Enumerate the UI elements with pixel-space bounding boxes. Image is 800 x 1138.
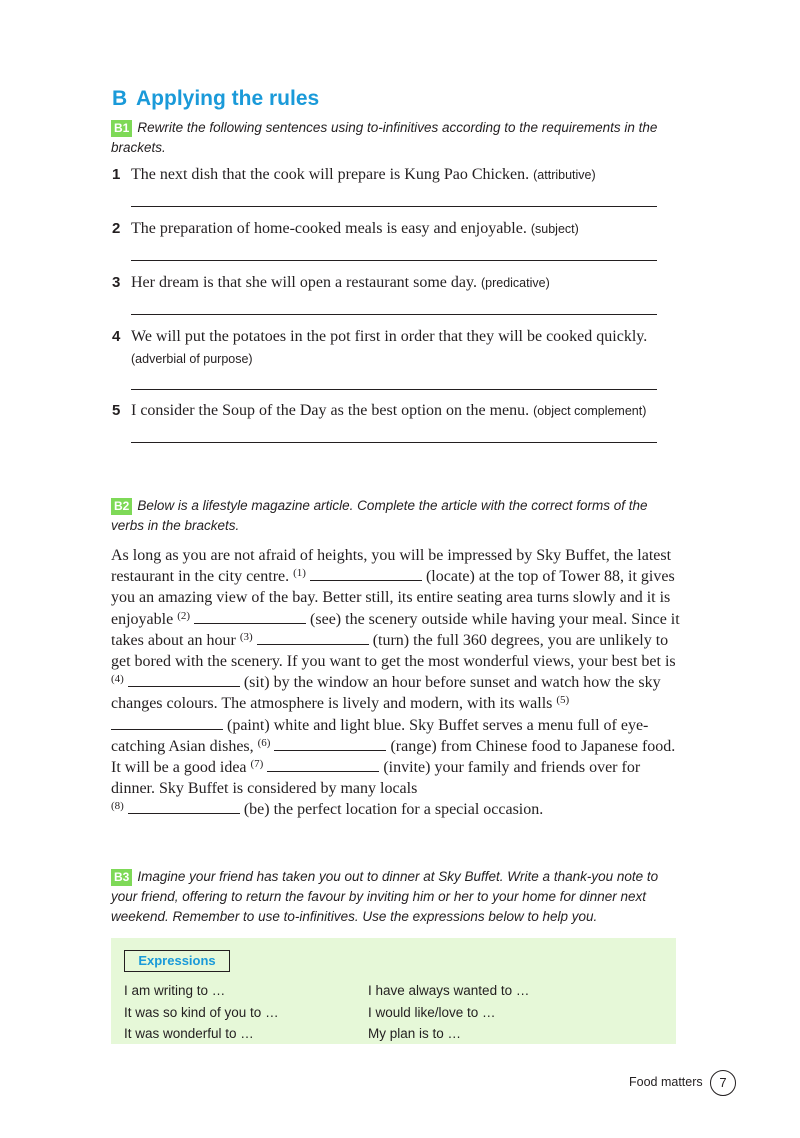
- fill-blank[interactable]: [274, 738, 386, 751]
- expressions-left-column: [124, 980, 279, 1045]
- blank-number: (1): [293, 567, 306, 580]
- blank-number: (5): [556, 694, 570, 707]
- grammar-hint: (object complement): [533, 404, 647, 418]
- grammar-hint: (attributive): [533, 168, 596, 182]
- expression: It was wonderful to …: [124, 1026, 254, 1041]
- question-text: [131, 400, 691, 422]
- fill-blank[interactable]: [128, 801, 240, 814]
- grammar-hint: (predicative): [480, 276, 550, 290]
- article-segment: (see) the scenery outside while having your meal. Since it takes about an hour: [111, 610, 680, 649]
- article-segment: As long as you are not afraid of heights, you will be impressed by Sky Buffet, the latest restaurant in the city centre.: [111, 547, 672, 586]
- b1-tag: B1: [111, 120, 132, 137]
- expression: I would like/love to …: [368, 1004, 496, 1020]
- article-segment: (turn) the full 360 degrees, you are unlikely to get bored with the scenery. If you want to get the most wonderful views, your best bet is: [111, 631, 676, 671]
- blank-number: (3): [239, 630, 253, 643]
- sentence: Her dream is that she will open a restaurant some day.: [131, 274, 477, 291]
- question-number: 3: [112, 274, 121, 291]
- fill-blank[interactable]: [267, 759, 379, 772]
- blank-number: (2): [177, 609, 191, 622]
- page-number: 7: [710, 1070, 736, 1096]
- b3-instruction: Imagine your friend has taken you out to dinner at Sky Buffet. Write a thank-you note to your friend, offering to return the favour by inviting him or her to your home for dinner next weekend. Remember to use to-infinitives. Use the expressions below to help you.: [111, 869, 659, 924]
- article-segment: (range) from Chinese food to Japanese food. It will be a good idea: [111, 737, 676, 777]
- section-title: Applying the rules: [136, 87, 320, 110]
- b2-instruction-block: [111, 496, 671, 536]
- article-segment: (paint) white and light blue. Sky Buffet serves a menu full of eye-catching Asian dishes,: [111, 716, 649, 755]
- b1-instruction: Rewrite the following sentences using to-infinitives according to the requirements in the brackets.: [111, 120, 658, 155]
- answer-line[interactable]: [131, 260, 657, 261]
- expression: I am writing to …: [124, 983, 226, 998]
- sentence: The preparation of home-cooked meals is easy and enjoyable.: [131, 220, 527, 237]
- expression: My plan is to …: [368, 1026, 462, 1041]
- blank-number: (4): [111, 673, 124, 686]
- answer-line[interactable]: [131, 206, 657, 207]
- grammar-hint: (adverbial of purpose): [131, 352, 253, 366]
- question-text: [131, 326, 691, 370]
- expression: It was so kind of you to …: [124, 1004, 279, 1020]
- blank-number: (8): [111, 800, 124, 813]
- article-segment: (sit) by the window an hour before sunset and watch how the sky changes colours. The atmosphere is lively and modern, with its walls: [111, 674, 661, 713]
- question-text: [131, 218, 691, 240]
- question-number: 1: [112, 166, 121, 183]
- article-segment: (invite) your family and friends over for dinner. Sky Buffet is considered by many locals: [111, 759, 641, 798]
- answer-line[interactable]: [131, 442, 657, 443]
- article-segment: (locate) at the top of Tower 88, it gives you an amazing view of the bay. Better still, its entire seating area turns slowly and it is enjoyable: [111, 568, 675, 628]
- article-text: [111, 545, 683, 821]
- question-number: 4: [112, 328, 121, 345]
- expressions-right-column: [368, 980, 529, 1045]
- sentence: I consider the Soup of the Day as the best option on the menu.: [131, 402, 530, 419]
- question-text: [131, 272, 691, 294]
- blank-number: (6): [257, 736, 271, 749]
- sentence: We will put the potatoes in the pot first in order that they will be cooked quickly.: [131, 328, 648, 345]
- blank-number: (7): [250, 758, 264, 771]
- question-number: 5: [112, 402, 121, 419]
- question-text: [131, 164, 691, 186]
- fill-blank[interactable]: [128, 674, 240, 687]
- expressions-label: Expressions: [124, 950, 230, 972]
- b2-tag: B2: [111, 498, 132, 515]
- b3-tag: B3: [111, 869, 132, 886]
- section-letter: B: [112, 87, 128, 110]
- b2-instruction: Below is a lifestyle magazine article. Complete the article with the correct forms of the verbs in the brackets.: [111, 498, 648, 533]
- chapter-title: Food matters: [629, 1075, 703, 1089]
- answer-line[interactable]: [131, 314, 657, 315]
- fill-blank[interactable]: [257, 632, 369, 645]
- fill-blank[interactable]: [111, 717, 223, 730]
- article-segment: (be) the perfect location for a special occasion.: [243, 801, 544, 819]
- answer-line[interactable]: [131, 389, 657, 390]
- expression: I have always wanted to …: [368, 983, 530, 998]
- sentence: The next dish that the cook will prepare is Kung Pao Chicken.: [131, 166, 530, 183]
- grammar-hint: (subject): [530, 222, 579, 236]
- b1-instruction-block: [111, 118, 671, 158]
- fill-blank[interactable]: [310, 568, 422, 581]
- b3-instruction-block: [111, 867, 671, 927]
- fill-blank[interactable]: [194, 611, 306, 624]
- question-number: 2: [112, 220, 121, 237]
